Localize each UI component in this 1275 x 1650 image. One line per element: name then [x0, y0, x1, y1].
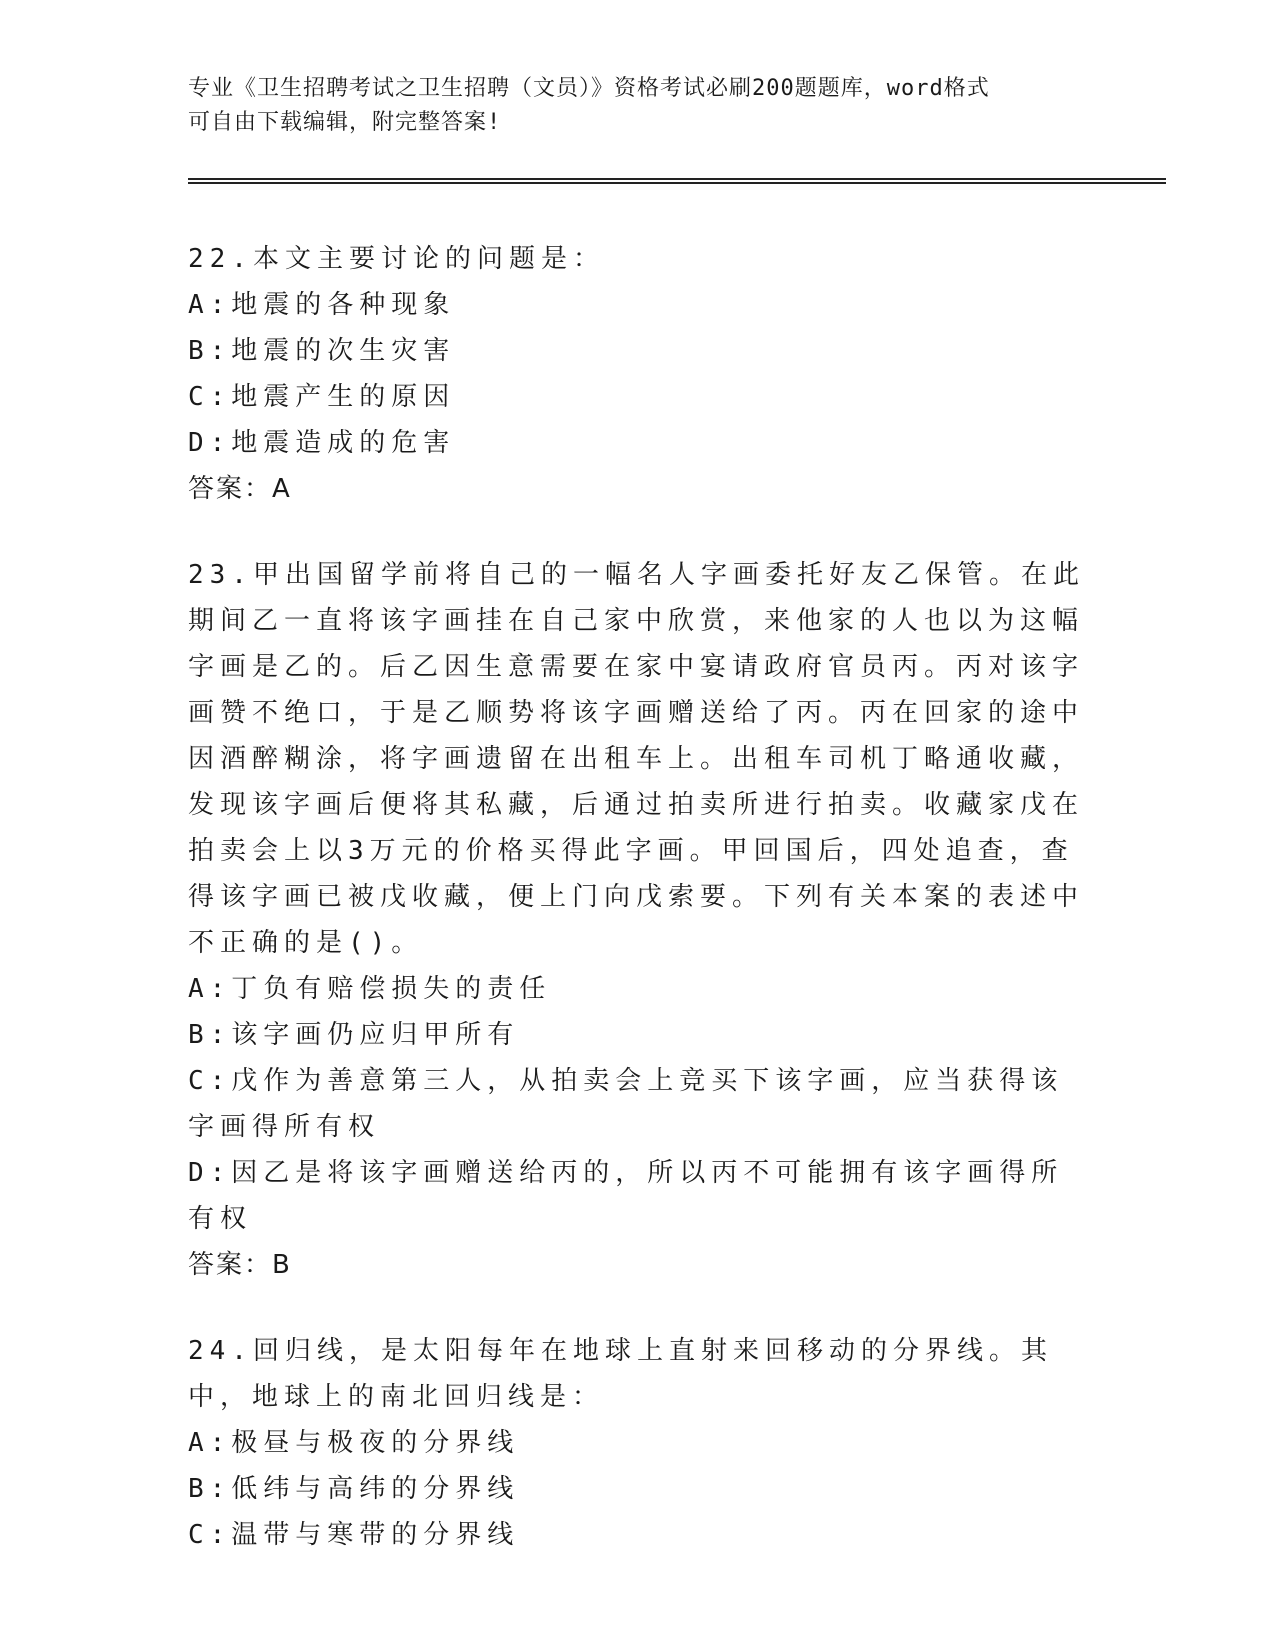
option-a: A:地震的各种现象 — [188, 290, 456, 320]
option-b: B:该字画仍应归甲所有 — [188, 1020, 520, 1050]
option-c: C:地震产生的原因 — [188, 382, 456, 412]
option-c: C:戊作为善意第三人，从拍卖会上竞买下该字画，应当获得该字画得所有权 — [188, 1066, 1064, 1142]
answer-label: 答案：A — [188, 474, 292, 504]
header-divider — [188, 178, 1166, 184]
option-a: A:极昼与极夜的分界线 — [188, 1428, 520, 1458]
question-stem: 24.回归线，是太阳每年在地球上直射来回移动的分界线。其中，地球上的南北回归线是： — [188, 1336, 1053, 1412]
question-23 — [188, 552, 1088, 1288]
question-stem: 22.本文主要讨论的问题是： — [188, 244, 605, 274]
option-d: D:因乙是将该字画赠送给丙的，所以丙不可能拥有该字画得所有权 — [188, 1158, 1064, 1234]
question-22 — [188, 236, 1088, 512]
answer-label: 答案：B — [188, 1250, 292, 1280]
option-c: C:温带与寒带的分界线 — [188, 1520, 520, 1550]
option-a: A:丁负有赔偿损失的责任 — [188, 974, 552, 1004]
option-d: D:地震造成的危害 — [188, 428, 456, 458]
question-stem: 23.甲出国留学前将自己的一幅名人字画委托好友乙保管。在此期间乙一直将该字画挂在自己家中欣赏，来他家的人也以为这幅字画是乙的。后乙因生意需要在家中宴请政府官员丙。丙对该字画赞不绝口，于是乙顺势将该字画赠送给了丙。丙在回家的途中因酒醉糊涂，将字画遗留在出租车上。出租车司机丁略通收藏，发现该字画后便将其私藏，后通过拍卖所进行拍卖。收藏家戊在拍卖会上以3万元的价格买得此字画。甲回国后，四处追查，查得该字画已被戊收藏，便上门向戊索要。下列有关本案的表述中不正确的是()。 — [188, 560, 1085, 958]
option-b: B:地震的次生灾害 — [188, 336, 456, 366]
page-header — [188, 72, 1088, 140]
header-title-line-1: 专业《卫生招聘考试之卫生招聘（文员）》资格考试必刷200题题库，word格式 — [188, 76, 990, 101]
question-24 — [188, 1328, 1088, 1558]
question-list — [188, 236, 1088, 1598]
header-title-line-2: 可自由下载编辑，附完整答案! — [188, 110, 502, 135]
option-b: B:低纬与高纬的分界线 — [188, 1474, 520, 1504]
